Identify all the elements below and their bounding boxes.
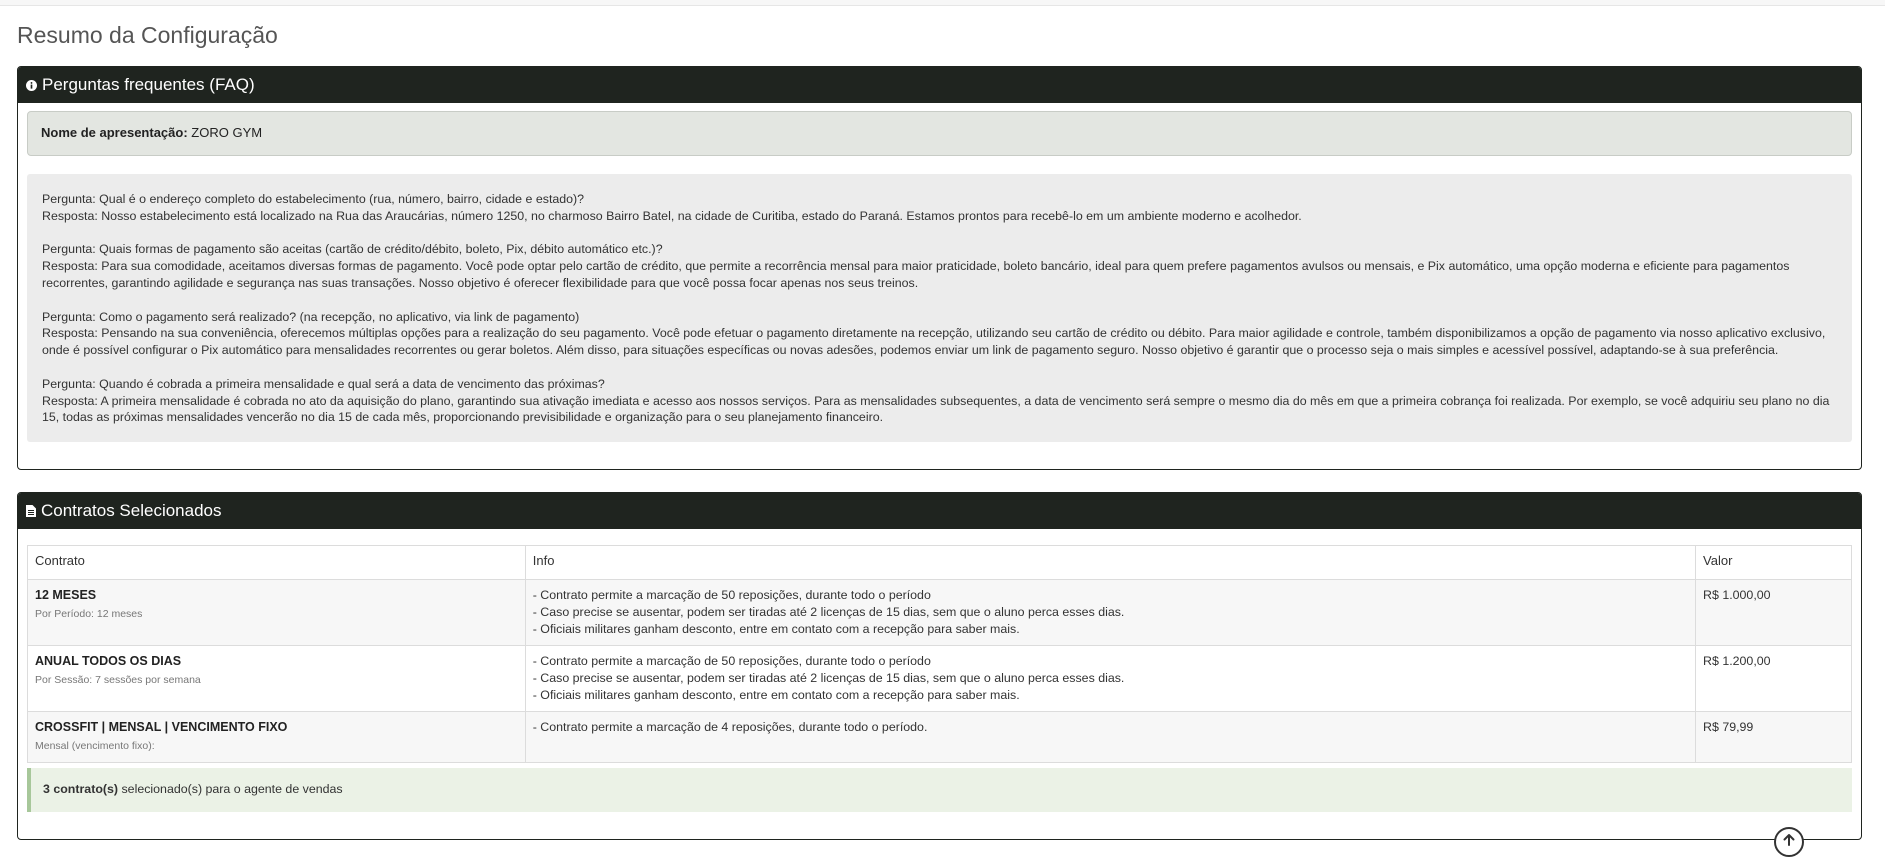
presentation-name-label: Nome de apresentação: — [41, 125, 188, 140]
table-header-row — [28, 546, 1852, 580]
contracts-panel-heading — [18, 493, 1861, 529]
contracts-panel — [17, 492, 1862, 840]
contract-name: 12 MESES — [35, 588, 97, 602]
summary-text: selecionado(s) para o agente de vendas — [118, 782, 343, 796]
faq-panel-title: Perguntas frequentes (FAQ) — [42, 75, 255, 94]
contract-period: Por Sessão: 7 sessões por semana — [35, 673, 201, 686]
table-row — [28, 646, 1852, 712]
contract-name: ANUAL TODOS OS DIAS — [35, 654, 182, 668]
document-icon — [26, 505, 36, 517]
faq-panel-heading — [18, 67, 1861, 103]
top-bar — [0, 0, 1885, 6]
info-line: - Caso precise se ausentar, podem ser tiradas até 2 licenças de 15 dias, sem que o aluno perca esses dias. — [532, 670, 1125, 685]
info-line: - Oficiais militares ganham desconto, entre em contato com a recepção para saber mais. — [532, 621, 1020, 636]
info-cell — [525, 712, 1695, 763]
presentation-name-box — [27, 111, 1852, 156]
info-line: - Caso precise se ausentar, podem ser tiradas até 2 licenças de 15 dias, sem que o aluno perca esses dias. — [532, 604, 1125, 619]
faq-item — [42, 241, 1837, 291]
faq-question: Pergunta: Qual é o endereço completo do estabelecimento (rua, número, bairro, cidade e estado)? — [42, 192, 585, 206]
value-cell: R$ 1.000,00 — [1696, 580, 1852, 646]
faq-list — [27, 174, 1852, 442]
info-line: - Contrato permite a marcação de 4 reposições, durante todo o período. — [532, 720, 928, 734]
contract-cell — [28, 580, 526, 646]
contract-period: Mensal (vencimento fixo): — [35, 739, 155, 752]
info-line: - Contrato permite a marcação de 50 reposições, durante todo o período — [532, 588, 931, 602]
faq-item — [42, 376, 1837, 426]
column-header-value: Valor — [1696, 546, 1852, 580]
arrow-up-icon — [1782, 833, 1796, 852]
faq-panel — [17, 66, 1862, 470]
selected-contracts-summary — [27, 768, 1852, 812]
contracts-panel-title: Contratos Selecionados — [41, 501, 222, 520]
faq-answer: Resposta: Para sua comodidade, aceitamos diversas formas de pagamento. Você pode optar pelo cartão de crédito, que permite a recorrência mensal para maior praticidade, boleto bancário, ideal para quem prefere pagamentos avulsos ou mensais, e Pix automático, uma opção moderna e eficiente para pagamentos recorrentes, garantindo agilidade e segurança nas suas transações. Nosso objetivo é oferecer flexibilidade para que você possa focar apenas nos seus treinos. — [42, 259, 1790, 290]
contracts-table — [27, 545, 1852, 763]
contract-cell — [28, 712, 526, 763]
info-line: - Oficiais militares ganham desconto, entre em contato com a recepção para saber mais. — [532, 687, 1020, 702]
faq-question: Pergunta: Quando é cobrada a primeira mensalidade e qual será a data de vencimento das próximas? — [42, 376, 605, 391]
faq-question: Pergunta: Como o pagamento será realizado? (na recepção, no aplicativo, via link de pagamento) — [42, 309, 580, 324]
info-cell — [525, 580, 1695, 646]
value-cell: R$ 79,99 — [1696, 712, 1852, 763]
column-header-info: Info — [525, 546, 1695, 580]
info-icon — [26, 80, 37, 91]
faq-question: Pergunta: Quais formas de pagamento são aceitas (cartão de crédito/débito, boleto, Pix, débito automático etc.)? — [42, 242, 663, 257]
faq-answer: Resposta: Pensando na sua conveniência, oferecemos múltiplas opções para a realização do seu pagamento. Você pode efetuar o pagamento diretamente na recepção, utilizando seu cartão de crédito ou débito. Para maior agilidade e controle, também disponibilizamos a opção de pagamento via nosso aplicativo exclusivo, onde é possível configurar o Pix automático para mensalidades recorrentes ou gerar boletos. Além disso, para situações específicas ou novas adesões, podemos enviar um link de pagamento seguro. Nosso objetivo é garantir que o processo seja o mais simples e acessível possível, adaptando-se à sua preferência. — [42, 326, 1826, 358]
info-cell — [525, 646, 1695, 712]
value-cell: R$ 1.200,00 — [1696, 646, 1852, 712]
scroll-to-top-button[interactable] — [1774, 827, 1804, 857]
contract-name: CROSSFIT | MENSAL | VENCIMENTO FIXO — [35, 720, 288, 734]
table-row — [28, 580, 1852, 646]
presentation-name-value: ZORO GYM — [191, 125, 263, 140]
faq-answer: Resposta: A primeira mensalidade é cobrada no ato da aquisição do plano, garantindo sua ativação imediata e acesso aos nossos serviços. Para as mensalidades subsequentes, a data de vencimento será sempre o mesmo dia do mês em que a primeira cobrança foi realizada. Por exemplo, se você adquiriu seu plano no dia 15, todas as próximas mensalidades vencerão no dia 15 de cada mês, proporcionando previsibilidade e organização para o seu planejamento financeiro. — [42, 393, 1830, 425]
summary-count: 3 contrato(s) — [43, 782, 119, 796]
page-title: Resumo da Configuração — [17, 22, 278, 48]
faq-item — [42, 191, 1837, 225]
table-row — [28, 712, 1852, 763]
contract-cell — [28, 646, 526, 712]
info-line: - Contrato permite a marcação de 50 reposições, durante todo o período — [532, 654, 931, 668]
column-header-contract: Contrato — [28, 546, 526, 580]
faq-item — [42, 309, 1837, 359]
contract-period: Por Período: 12 meses — [35, 607, 143, 620]
faq-answer: Resposta: Nosso estabelecimento está localizado na Rua das Araucárias, número 1250, no charmoso Bairro Batel, na cidade de Curitiba, estado do Paraná. Estamos prontos para recebê-lo em um ambiente moderno e acolhedor. — [42, 208, 1302, 223]
